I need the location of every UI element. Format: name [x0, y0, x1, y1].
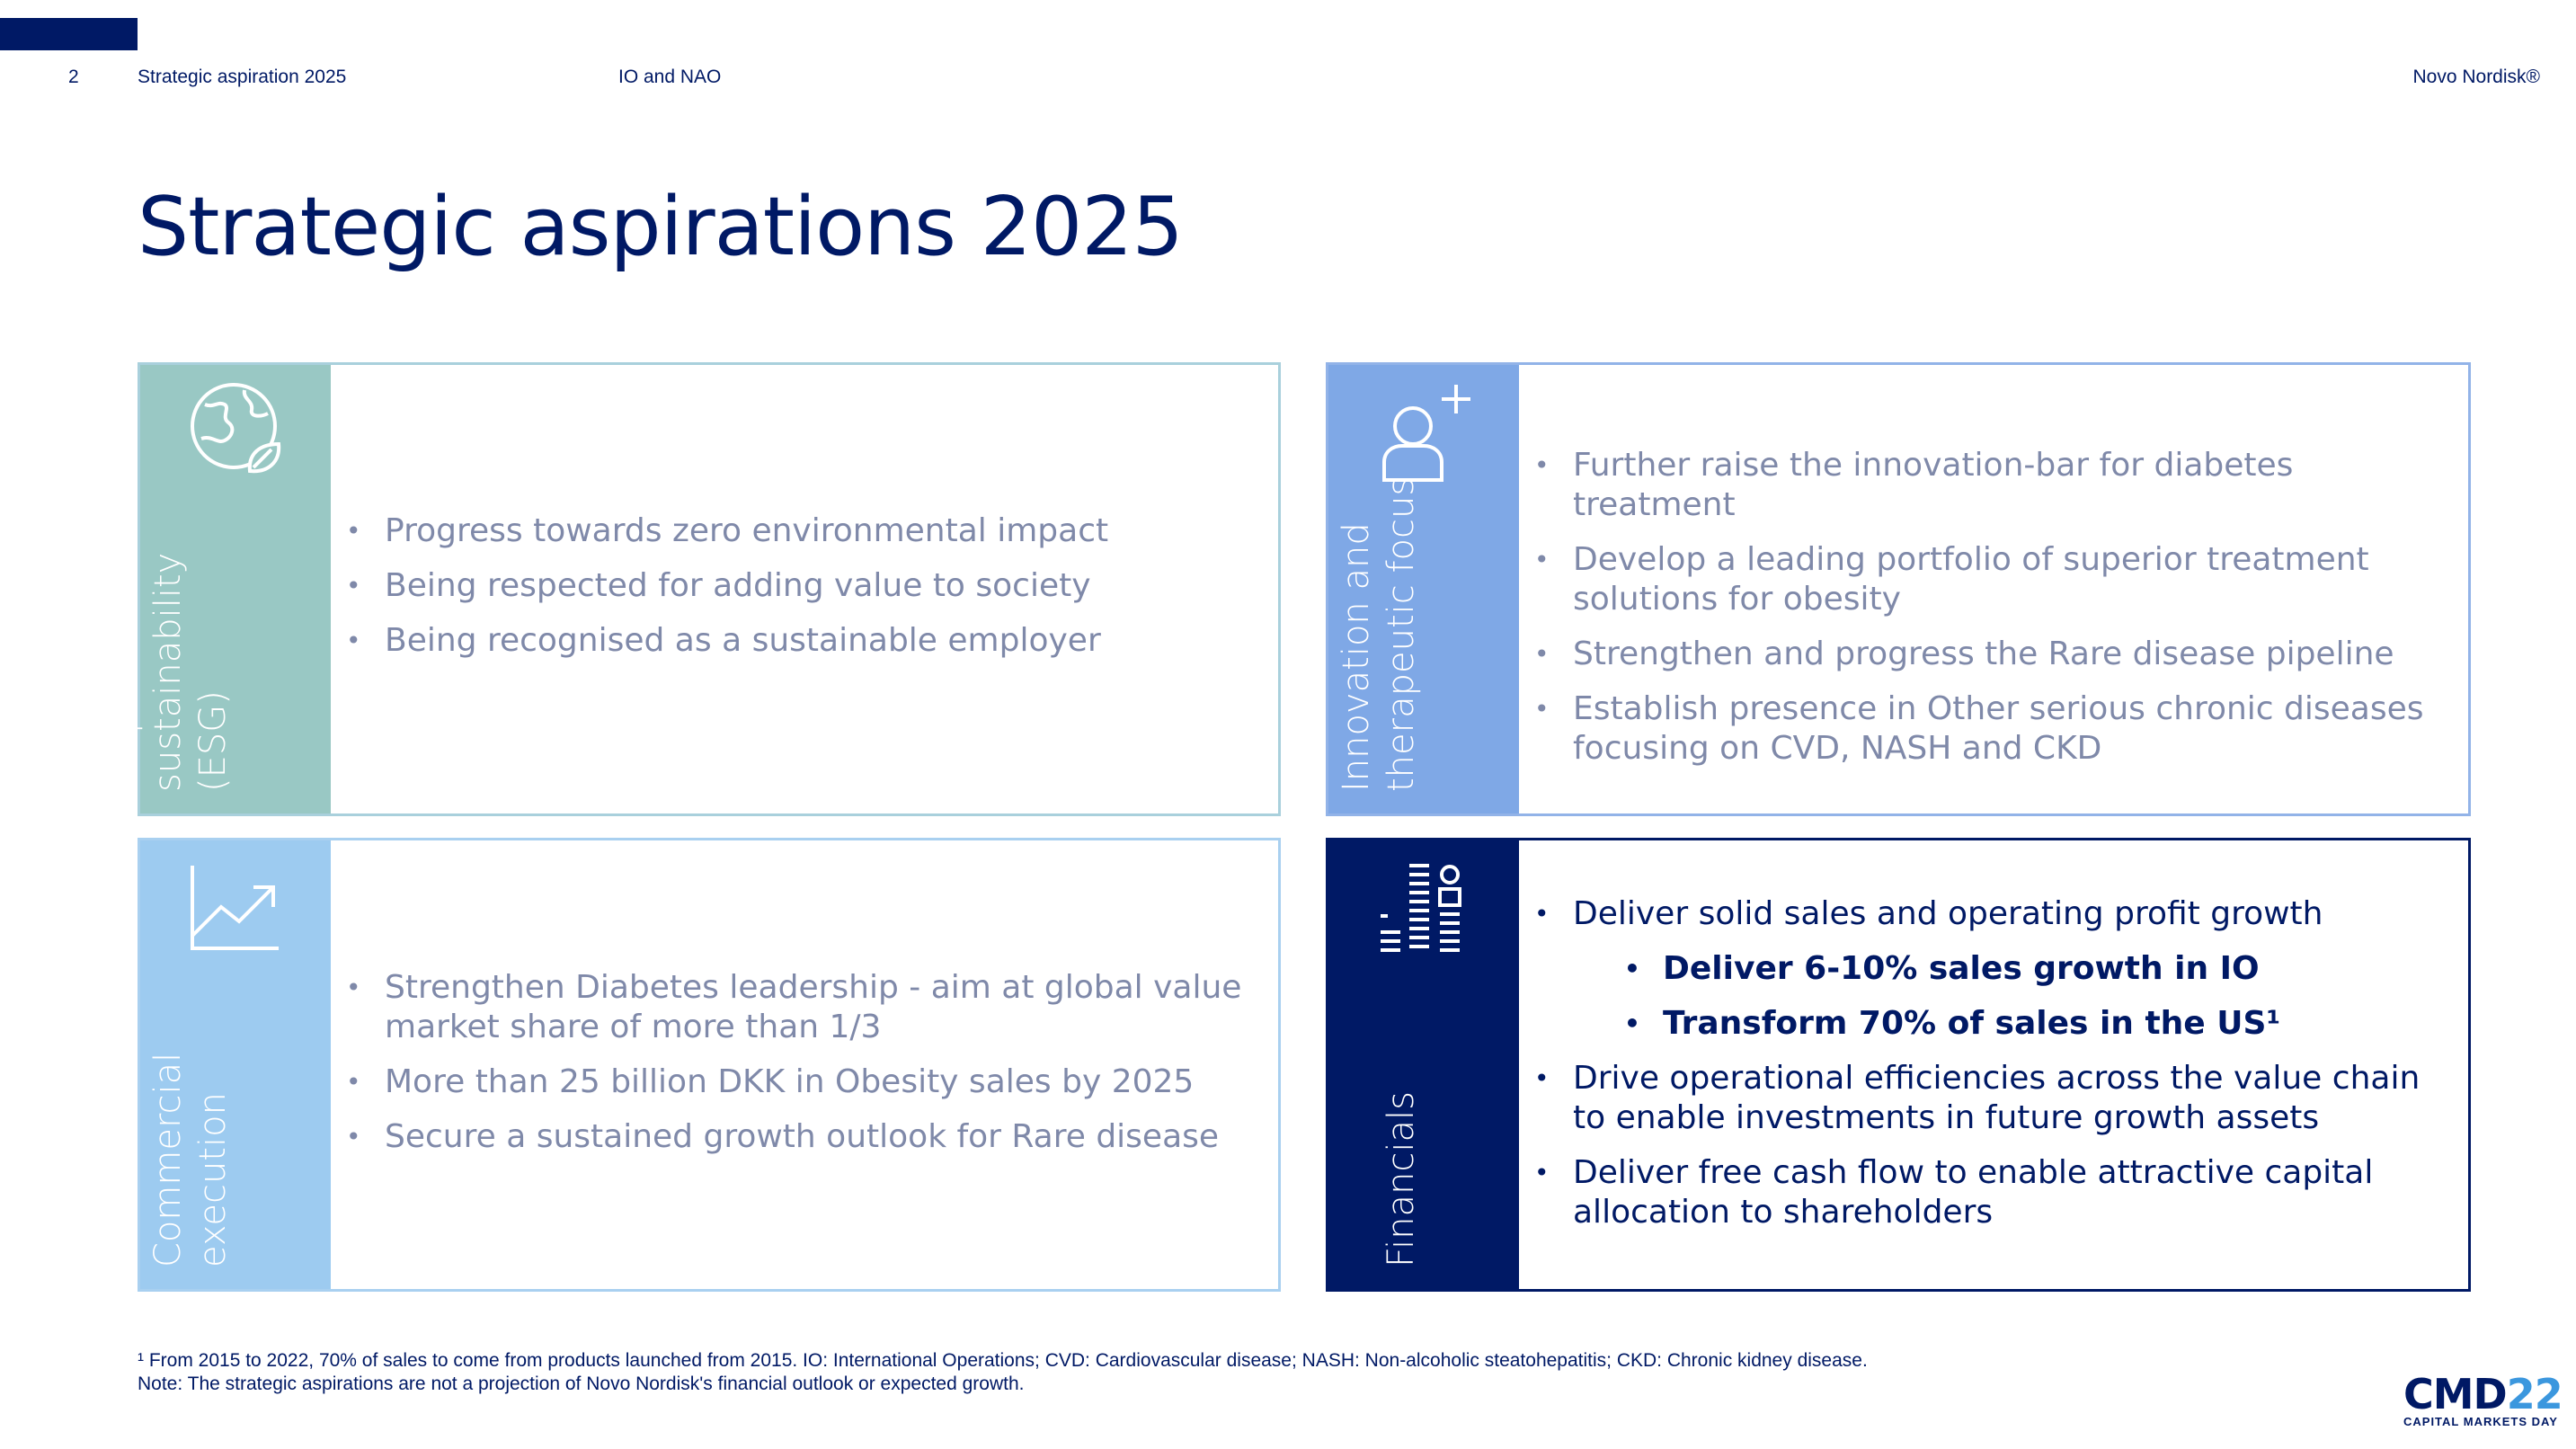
- cmd22-logo: [2403, 1370, 2563, 1428]
- financials-side-panel: [1328, 840, 1519, 1289]
- financials-label: Financials: [1381, 1091, 1422, 1267]
- top-accent-bar: [0, 18, 138, 50]
- footnote-note: Note: The strategic aspirations are not a projection of Novo Nordisk's financial outlook or expected growth.: [138, 1373, 1025, 1394]
- innovation-side-panel: [1328, 365, 1519, 813]
- list-item: • Being respected for adding value to society: [385, 566, 1242, 606]
- list-item: • Deliver 6-10% sales growth in IO: [1663, 949, 2432, 989]
- innovation-card: [1326, 362, 2471, 816]
- list-item: • Strengthen Diabetes leadership - aim at global value market share of more than 1/3: [385, 968, 1242, 1047]
- page-number: 2: [68, 67, 79, 87]
- list-item: • Develop a leading portfolio of superior treatment solutions for obesity: [1573, 540, 2432, 619]
- commercial-bullets: [331, 968, 1242, 1172]
- list-item: • Transform 70% of sales in the US¹: [1663, 1004, 2432, 1044]
- innovation-bullets: [1519, 446, 2432, 784]
- bar-chart-icon: [1373, 857, 1474, 957]
- esg-card: [102, 362, 1281, 816]
- commercial-card: [138, 838, 1281, 1292]
- esg-side-panel: [102, 365, 331, 813]
- commercial-side-panel: [140, 840, 331, 1289]
- logo-text: CMD: [2403, 1370, 2507, 1418]
- brand-name: Novo Nordisk®: [2412, 67, 2540, 87]
- logo-subtitle: CAPITAL MARKETS DAY: [2403, 1415, 2558, 1428]
- list-item: • Strengthen and progress the Rare disease pipeline: [1573, 635, 2432, 674]
- list-item: • Deliver free cash flow to enable attractive capital allocation to shareholders: [1573, 1153, 2432, 1232]
- list-item: • More than 25 billion DKK in Obesity sales by 2025: [385, 1062, 1242, 1102]
- list-item: • Drive operational efficiencies across the value chain to enable investments in future growth assets: [1573, 1059, 2432, 1138]
- section-title: Strategic aspiration 2025: [138, 67, 347, 87]
- footnote-1: ¹ From 2015 to 2022, 70% of sales to come from products launched from 2015. IO: International Operations; CVD: Cardiovascular disease; NASH: Non-alcoholic steatohepatitis; CKD: Chronic kidney disease.: [138, 1350, 1868, 1371]
- financials-card: [1326, 838, 2471, 1292]
- globe-leaf-icon: [185, 381, 286, 482]
- list-item: • Progress towards zero environmental impact: [385, 511, 1242, 551]
- person-plus-icon: [1373, 381, 1474, 482]
- list-item: • Further raise the innovation-bar for diabetes treatment: [1573, 446, 2432, 525]
- list-item: • Being recognised as a sustainable employer: [385, 621, 1242, 661]
- list-item: • Establish presence in Other serious chronic diseases focusing on CVD, NASH and CKD: [1573, 689, 2432, 769]
- esg-label: Purpose and sustainability (ESG): [102, 552, 234, 792]
- logo-number: 22: [2506, 1370, 2563, 1418]
- list-item: • Deliver solid sales and operating profit growth: [1573, 894, 2432, 934]
- list-item: • Secure a sustained growth outlook for Rare disease: [385, 1117, 1242, 1157]
- trend-chart-icon: [185, 857, 286, 957]
- financials-bullets: [1519, 894, 2432, 1248]
- topic-label: IO and NAO: [618, 67, 722, 87]
- commercial-label: Commercial execution: [147, 1052, 234, 1267]
- esg-bullets: [331, 511, 1242, 676]
- page-title: Strategic aspirations 2025: [138, 180, 1183, 274]
- innovation-label: Innovation and therapeutic focus: [1336, 476, 1422, 792]
